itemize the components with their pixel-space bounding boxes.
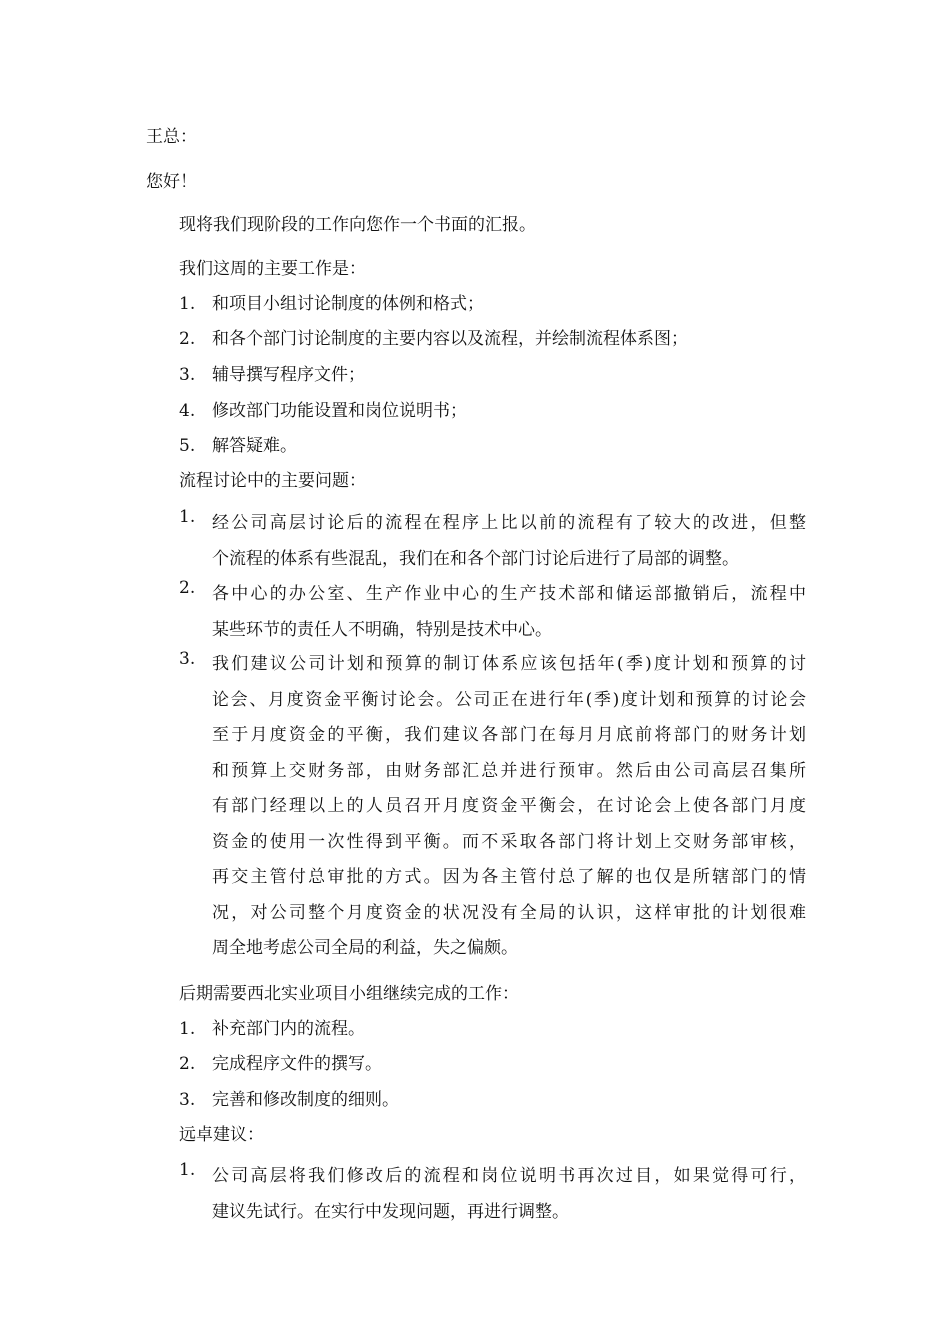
- list-item-line: 某些环节的责任人不明确，特别是技术中心。: [212, 620, 552, 640]
- list-item-line: 至于月度资金的平衡，我们建议各部门在每月月底前将部门的财务计划: [212, 725, 806, 745]
- list-item: [212, 292, 806, 316]
- section-issues-heading: 流程讨论中的主要问题：: [179, 471, 366, 491]
- list-item-number: 3.: [179, 365, 196, 385]
- list-item-line: 个流程的体系有些混乱，我们在和各个部门讨论后进行了局部的调整。: [212, 549, 739, 569]
- list-item: [212, 327, 806, 351]
- list-item-number: 4.: [179, 401, 196, 421]
- greeting: 王总：: [146, 127, 197, 147]
- list-item: [212, 505, 806, 577]
- list-item-line: 辅导撰写程序文件；: [212, 365, 365, 385]
- list-item: [212, 363, 806, 387]
- list-item-number: 1.: [179, 1160, 196, 1180]
- list-item-number: 1.: [179, 294, 196, 314]
- list-item-line: 公司高层将我们修改后的流程和岗位说明书再次过目，如果觉得可行，: [212, 1166, 806, 1186]
- list-item: [212, 647, 806, 967]
- list-item-line: 完善和修改制度的细则。: [212, 1090, 399, 1110]
- list-item-line: 完成程序文件的撰写。: [212, 1054, 382, 1074]
- list-item: [212, 399, 806, 423]
- section-suggestions-heading: 远卓建议：: [179, 1125, 264, 1145]
- list-item-line: 修改部门功能设置和岗位说明书；: [212, 401, 467, 421]
- list-item-line: 况，对公司整个月度资金的状况没有全局的认识，这样审批的计划很难: [212, 902, 806, 923]
- list-item-line: 各中心的办公室、生产作业中心的生产技术部和储运部撤销后，流程中: [212, 584, 806, 604]
- list-item-number: 2.: [179, 578, 196, 598]
- list-item: [212, 1017, 806, 1041]
- list-item-number: 2.: [179, 1054, 196, 1074]
- hello-line: 您好！: [146, 172, 197, 192]
- section-work-heading: 我们这周的主要工作是：: [179, 259, 366, 279]
- list-item: [212, 576, 806, 648]
- list-item-line: 经公司高层讨论后的流程在程序上比以前的流程有了较大的改进，但整: [212, 513, 806, 533]
- list-item-number: 3.: [179, 1090, 196, 1110]
- list-item-number: 1.: [179, 1019, 196, 1039]
- list-item: [212, 434, 806, 458]
- list-item: [212, 1088, 806, 1112]
- list-item-number: 3.: [179, 649, 196, 669]
- list-item-line: 资金的使用一次性得到平衡。而不采取各部门将计划上交财务部审核，: [212, 831, 806, 852]
- section-followup-heading: 后期需要西北实业项目小组继续完成的工作：: [179, 984, 519, 1004]
- list-item: [212, 1052, 806, 1076]
- list-item-line: 再交主管付总审批的方式。因为各主管付总了解的也仅是所辖部门的情: [212, 867, 806, 887]
- list-item-line: 建议先试行。在实行中发现问题，再进行调整。: [212, 1202, 569, 1222]
- list-item: [212, 1158, 806, 1230]
- list-item-line: 补充部门内的流程。: [212, 1019, 365, 1039]
- list-item-number: 1.: [179, 507, 196, 527]
- list-item-number: 2.: [179, 329, 196, 349]
- list-item-line: 和项目小组讨论制度的体例和格式；: [212, 294, 484, 314]
- intro-paragraph: 现将我们现阶段的工作向您作一个书面的汇报。: [179, 215, 536, 235]
- list-item-line: 有部门经理以上的人员召开月度资金平衡会，在讨论会上使各部门月度: [212, 796, 806, 816]
- list-item-line: 和各个部门讨论制度的主要内容以及流程，并绘制流程体系图；: [212, 329, 688, 349]
- list-item-line: 论会、月度资金平衡讨论会。公司正在进行年(季)度计划和预算的讨论会: [212, 689, 806, 710]
- list-item-line: 周全地考虑公司全局的利益，失之偏颇。: [212, 938, 518, 958]
- list-item-line: 和预算上交财务部，由财务部汇总并进行预审。然后由公司高层召集所: [212, 760, 806, 781]
- list-item-number: 5.: [179, 436, 196, 456]
- list-item-line: 解答疑难。: [212, 436, 297, 456]
- list-item-line: 我们建议公司计划和预算的制订体系应该包括年(季)度计划和预算的讨: [212, 654, 806, 674]
